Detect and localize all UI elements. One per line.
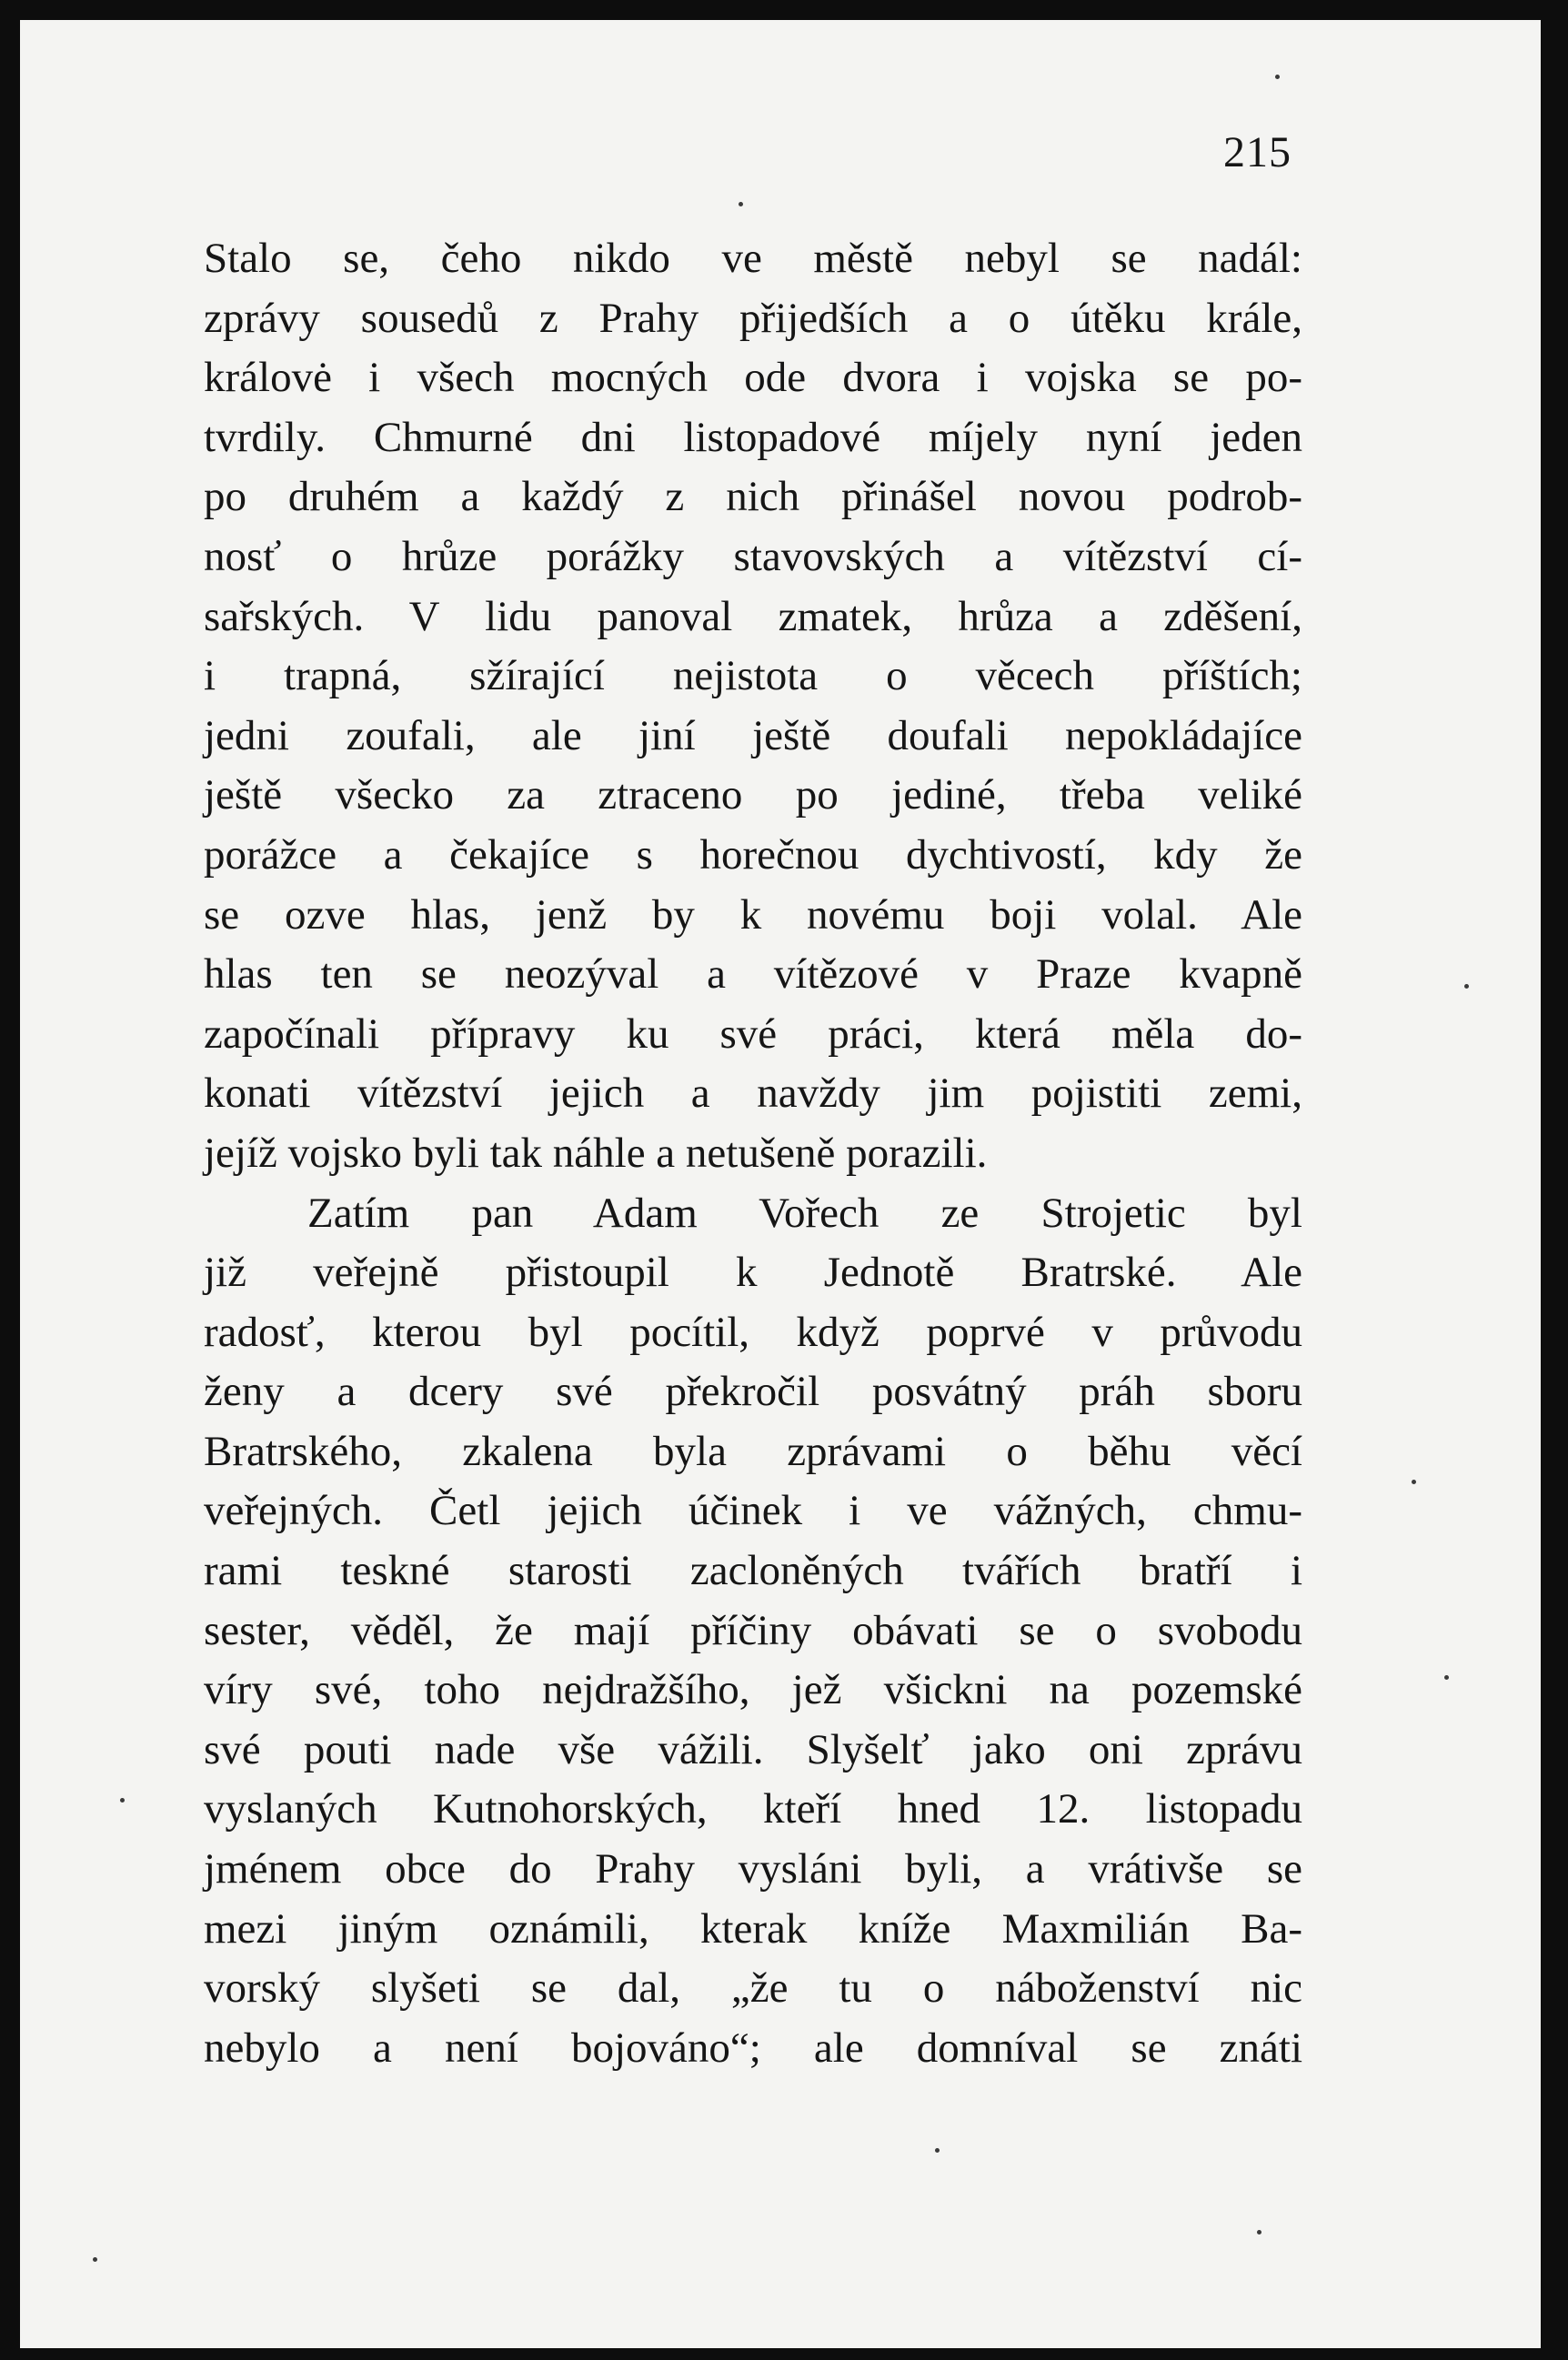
scan-speck bbox=[1444, 1675, 1449, 1680]
scan-speck bbox=[739, 202, 743, 206]
text-line: tvrdily. Chmurné dni listopadové míjely nyní jeden bbox=[204, 413, 1302, 461]
text-line: Zatím pan Adam Vořech ze Strojetic byl bbox=[307, 1189, 1302, 1237]
text-line: i trapná, sžírající nejistota o věcech příštích; bbox=[204, 652, 1302, 700]
text-line: zprávy sousedů z Prahy přijedších a o útěku krále, bbox=[204, 294, 1302, 342]
text-line: porážce a čekajíce s horečnou dychtivostí, kdy že bbox=[204, 830, 1302, 879]
text-line: jejíž vojsko byli tak náhle a netušeně porazili. bbox=[204, 1129, 988, 1177]
text-line: Stalo se, čeho nikdo ve městě nebyl se nadál: bbox=[204, 235, 1302, 282]
scan-speck bbox=[93, 2257, 97, 2262]
scan-speck bbox=[1464, 984, 1469, 989]
text-line: mezi jiným oznámili, kterak kníže Maxmilián Ba- bbox=[204, 1904, 1302, 1953]
text-line: již veřejně přistoupil k Jednotě Bratrské. Ale bbox=[204, 1249, 1302, 1297]
body-text bbox=[204, 229, 1302, 2078]
scan-speck bbox=[120, 1798, 125, 1803]
text-line: Bratrského, zkalena byla zprávami o běhu věcí bbox=[204, 1427, 1302, 1475]
text-line: královė i všech mocných ode dvora i vojska se po- bbox=[204, 354, 1302, 402]
text-line: konati vítězství jejich a navždy jim pojistiti zemi, bbox=[204, 1070, 1302, 1118]
text-line: nebylo a není bojováno“; ale domníval se znáti bbox=[204, 2024, 1302, 2072]
scan-speck bbox=[1412, 1480, 1416, 1484]
text-line: jedni zoufali, ale jiní ještě doufali nepokládajíce bbox=[204, 711, 1302, 759]
text-line: radosť, kterou byl pocítil, když poprvé v průvodu bbox=[204, 1308, 1302, 1356]
scan-speck bbox=[1275, 75, 1280, 79]
text-line: započínali přípravy ku své práci, která měla do- bbox=[204, 1009, 1302, 1058]
text-line: ještě všecko za ztraceno po jediné, třeba veliké bbox=[204, 771, 1302, 819]
text-line: své pouti nade vše vážili. Slyšelť jako oni zprávu bbox=[204, 1725, 1302, 1773]
text-line: nosť o hrůze porážky stavovských a vítězství cí- bbox=[204, 532, 1302, 580]
page-number: 215 bbox=[1223, 128, 1292, 176]
text-line: sařských. V lidu panoval zmatek, hrůza a zděšení, bbox=[204, 592, 1302, 640]
text-line: rami teskné starosti zacloněných tvářích bratří i bbox=[204, 1547, 1302, 1595]
text-line: vorský slyšeti se dal, „že tu o náboženství nic bbox=[204, 1964, 1302, 2013]
text-line: vyslaných Kutnohorských, kteří hned 12. listopadu bbox=[204, 1785, 1302, 1833]
scan-speck bbox=[935, 2148, 940, 2153]
text-line: hlas ten se neozýval a vítězové v Praze kvapně bbox=[204, 950, 1302, 999]
text-line: sester, věděl, že mají příčiny obávati se o svobodu bbox=[204, 1606, 1302, 1654]
scan-speck bbox=[1257, 2230, 1261, 2234]
text-line: se ozve hlas, jenž by k novému boji volal. Ale bbox=[204, 890, 1302, 939]
text-line: víry své, toho nejdražšího, jež všickni na pozemské bbox=[204, 1666, 1302, 1714]
text-line: jménem obce do Prahy vysláni byli, a vrátivše se bbox=[204, 1845, 1302, 1893]
text-line: veřejných. Četl jejich účinek i ve vážných, chmu- bbox=[204, 1487, 1302, 1535]
text-line: po druhém a každý z nich přinášel novou podrob- bbox=[204, 473, 1302, 521]
text-line: ženy a dcery své překročil posvátný práh sboru bbox=[204, 1368, 1302, 1416]
